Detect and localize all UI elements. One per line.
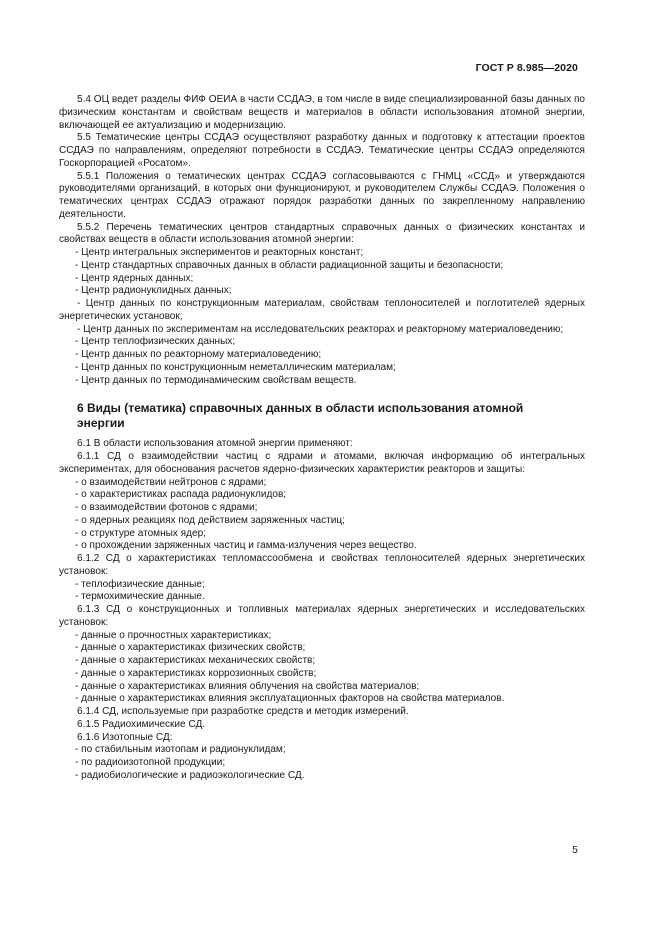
- list-item: - Центр данных по конструкционным неметаллическим материалам;: [75, 361, 396, 373]
- paragraph: 6.1 В области использования атомной энергии применяют:: [77, 438, 353, 450]
- section-heading: [59, 401, 585, 430]
- list-item: - термохимические данные.: [75, 591, 205, 603]
- list-item: - о характеристиках распада радионуклидов;: [75, 489, 287, 501]
- list-item: - теплофизические данные;: [75, 578, 205, 590]
- paragraph: 6.1.5 Радиохимические СД.: [77, 718, 206, 730]
- list-item: - данные о характеристиках механических свойств;: [75, 655, 316, 666]
- list-item: - о взаимодействии нейтронов с ядрами;: [75, 476, 267, 488]
- paragraph: 6.1.3 СД о конструкционных и топливных материалах ядерных энергетических и исследовательских установок:: [59, 604, 585, 628]
- section-heading-line: энергии: [77, 415, 125, 430]
- list-item: - Центр теплофизических данных;: [75, 336, 236, 348]
- paragraph: 5.5 Тематические центры ССДАЭ осуществляют разработку данных и подготовку к аттестации проектов ССДАЭ по направлениям, определяют потребности в ССДАЭ. Тематические центры ССДАЭ определяются Госкорпорацией «Росатом».: [59, 132, 585, 169]
- paragraph: 6.1.4 СД, используемые при разработке средств и методик измерений.: [77, 706, 409, 717]
- list-item: - Центр данных по реакторному материаловедению;: [75, 349, 322, 360]
- paragraph: - Центр данных по экспериментам на исследовательских реакторах и реакторному материаловедению;: [77, 323, 564, 335]
- list-item: - Центр ядерных данных;: [75, 272, 194, 284]
- list-item: - радиобиологические и радиоэкологические СД.: [75, 769, 305, 781]
- page-number: 5: [572, 844, 578, 856]
- list-item: - данные о характеристиках физических свойств;: [75, 642, 306, 654]
- document-body: [59, 94, 585, 783]
- paragraph: 5.5.2 Перечень тематических центров стандартных справочных данных о физических константах и свойствах веществ в области использования атомной энергии:: [59, 221, 585, 246]
- list-item: - Центр радионуклидных данных;: [75, 285, 232, 297]
- list-item: - Центр стандартных справочных данных в области радиационной защиты и безопасности;: [75, 259, 504, 271]
- list-item: - о структуре атомных ядер;: [75, 527, 206, 539]
- list-item: - Центр данных по термодинамическим свойствам веществ.: [75, 374, 357, 386]
- paragraph: 6.1.6 Изотопные СД:: [77, 731, 173, 743]
- list-item: - данные о характеристиках коррозионных свойств;: [75, 667, 317, 679]
- list-item: - Центр интегральных экспериментов и реакторных констант;: [75, 247, 364, 258]
- paragraph: 5.4 ОЦ ведет разделы ФИФ ОЕИА в части ССДАЭ, в том числе в виде специализированной базы данных по физическим константам и свойствам веществ и материалов в области использования атомной энергии, включающей ее актуализацию и модернизацию.: [59, 94, 585, 131]
- paragraph: - Центр данных по конструкционным материалам, свойствам теплоносителей и поглотителей ядерных энергетических установок;: [59, 298, 585, 322]
- section-heading-line: 6 Виды (тематика) справочных данных в области использования атомной: [77, 401, 524, 416]
- list-item: - по радиоизотопной продукции;: [75, 757, 226, 768]
- paragraph: 6.1.2 СД о характеристиках тепломассообмена и свойствах теплоносителей ядерных энергетических установок:: [59, 553, 585, 577]
- paragraph: 6.1.1 СД о взаимодействии частиц с ядрами и атомами, включая информацию об интегральных экспериментах, для обоснования расчетов ядерно-физических характеристик реакторов и защиты:: [59, 451, 585, 475]
- document-designation: ГОСТ Р 8.985—2020: [475, 62, 578, 74]
- list-item: - данные о характеристиках влияния эксплуатационных факторов на свойства материалов.: [75, 693, 505, 705]
- paragraph: 5.5.1 Положения о тематических центрах ССДАЭ согласовываются с ГНМЦ «ССД» и утверждаются руководителями организаций, в которых они функционируют, и руководителем Службы ССДАЭ. Положения о тематических центрах ССДАЭ отражают порядок разработки данных по закрепленному направлению деятельности.: [59, 170, 585, 220]
- list-item: - данные о прочностных характеристиках;: [75, 629, 272, 641]
- list-item: - о взаимодействии фотонов с ядрами;: [75, 502, 258, 513]
- list-item: - о прохождении заряженных частиц и гамма-излучения через вещество.: [75, 540, 417, 552]
- list-item: - о ядерных реакциях под действием заряженных частиц;: [75, 514, 345, 526]
- list-item: - по стабильным изотопам и радионуклидам;: [75, 744, 286, 756]
- list-item: - данные о характеристиках влияния облучения на свойства материалов;: [75, 680, 420, 692]
